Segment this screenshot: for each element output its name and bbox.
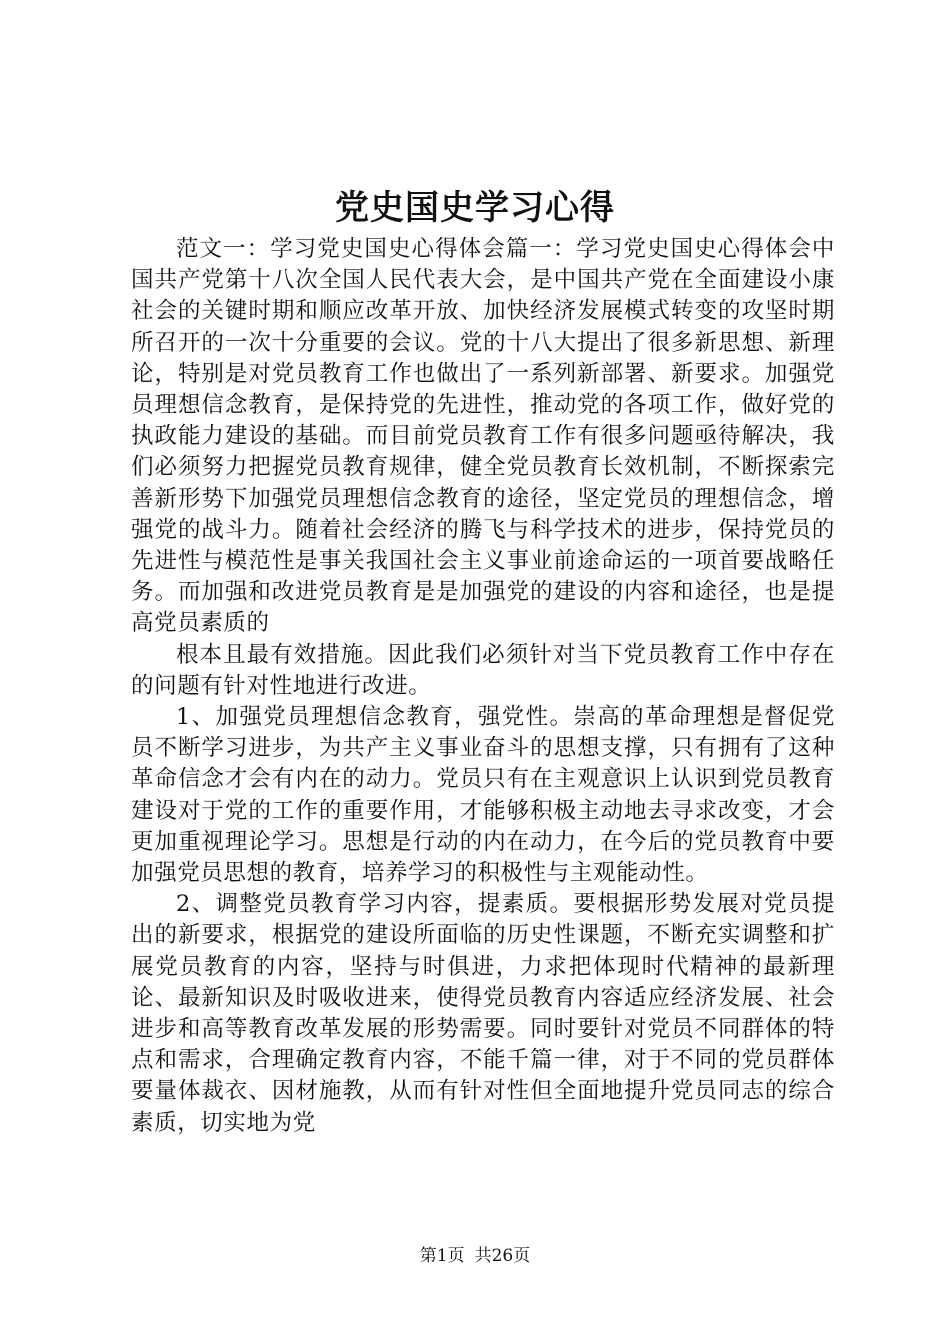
page-number: 第1页	[419, 1246, 465, 1266]
page-footer	[0, 1245, 950, 1267]
paragraph-1: 范文一：学习党史国史心得体会篇一：学习党史国史心得体会中国共产党第十八次全国人民代表大会，是中国共产党在全面建设小康社会的关键时期和顺应改革开放、加快经济发展模式转变的攻坚时期所召开的一次十分重要的会议。党的十八大提出了很多新思想、新理论，特别是对党员教育工作也做出了一系列新部署、新要求。加强党员理想信念教育，是保持党的先进性，推动党的各项工作，做好党的执政能力建设的基础。而目前党员教育工作有很多问题亟待解决，我们必须努力把握党员教育规律，健全党员教育长效机制，不断探索完善新形势下加强党员理想信念教育的途径，坚定党员的理想信念，增强党的战斗力。随着社会经济的腾飞与科学技术的进步，保持党员的先进性与模范性是事关我国社会主义事业前途命运的一项首要战略任务。而加强和改进党员教育是是加强党的建设的内容和途径，也是提高党员素质的	[131, 236, 835, 637]
paragraph-4: 2、调整党员教育学习内容，提素质。要根据形势发展对党员提出的新要求，根据党的建设所面临的历史性课题，不断充实调整和扩展党员教育的内容，坚持与时俱进，力求把体现时代精神的最新理论、最新知识及时吸收进来，使得党员教育内容适应经济发展、社会进步和高等教育改革发展的形势需要。同时要针对党员不同群体的特点和需求，合理确定教育内容，不能千篇一律，对于不同的党员群体要量体裁衣、因材施教，从而有针对性但全面地提升党员同志的综合素质，切实地为党	[131, 891, 835, 1136]
document-title: 党史国史学习心得	[335, 188, 615, 228]
paragraph-2: 根本且最有效措施。因此我们必须针对当下党员教育工作中存在的问题有针对性地进行改进。	[131, 641, 835, 699]
page-total: 共26页	[474, 1246, 531, 1266]
document-body	[131, 234, 835, 1139]
paragraph-3: 1、加强党员理想信念教育，强党性。崇高的革命理想是督促党员不断学习进步，为共产主义事业奋斗的思想支撑，只有拥有了这种革命信念才会有内在的动力。党员只有在主观意识上认识到党员教育建设对于党的工作的重要作用，才能够积极主动地去寻求改变，才会更加重视理论学习。思想是行动的内在动力，在今后的党员教育中要加强党员思想的教育，培养学习的积极性与主观能动性。	[131, 704, 835, 887]
